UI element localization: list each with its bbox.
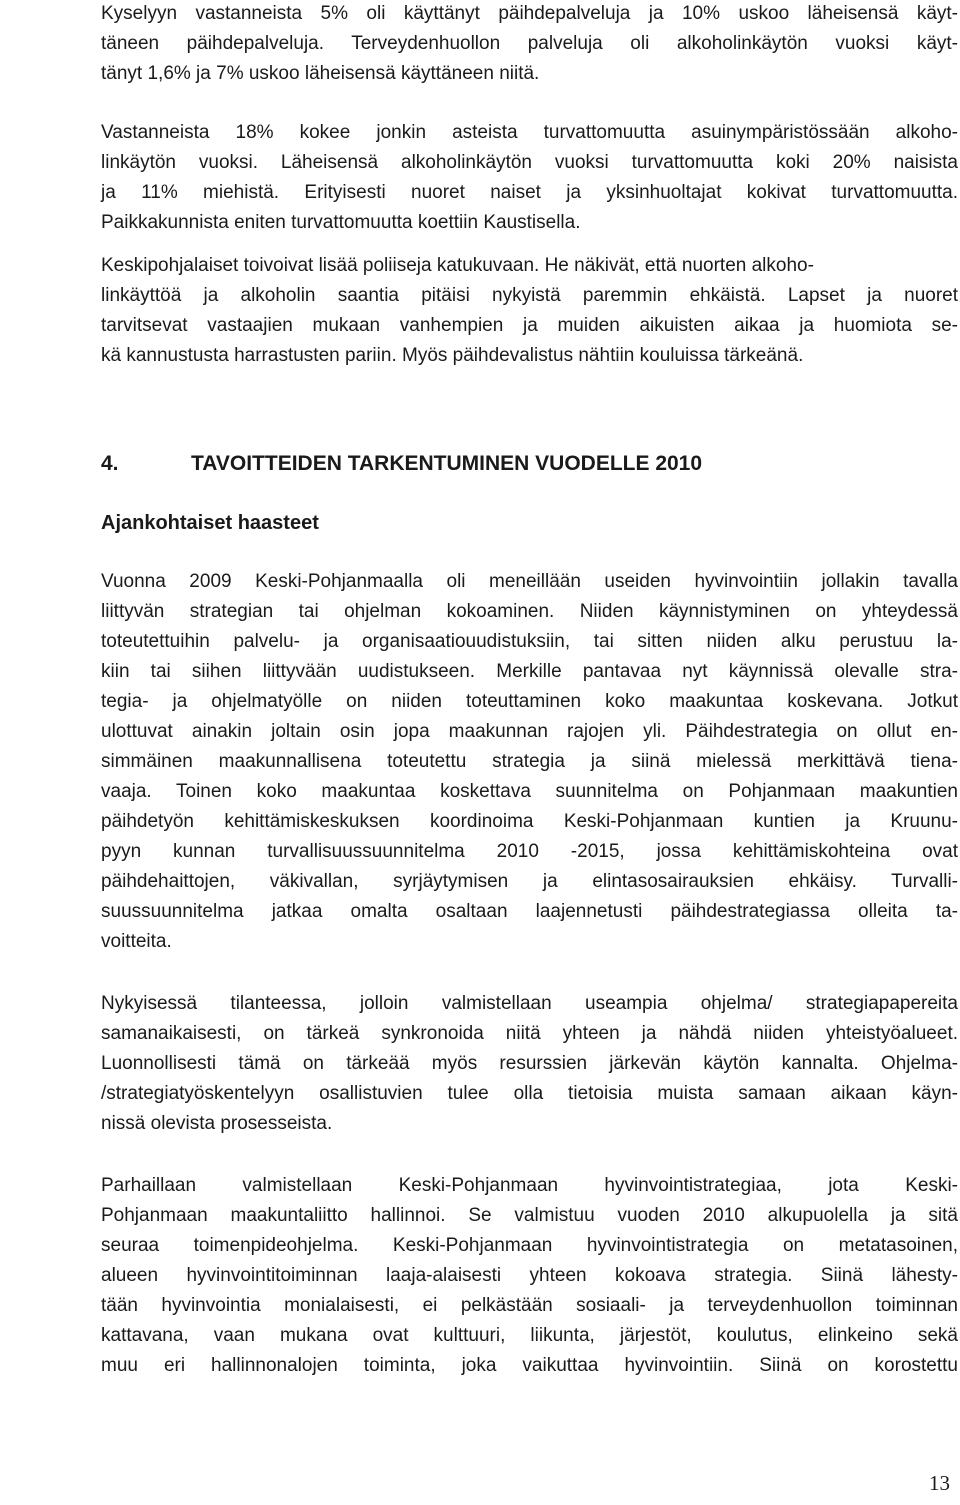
text-line: ulottuvat ainakin joltain osin jopa maakunnan rajojen yli. Päihdestrategia on ollut en-	[101, 721, 958, 742]
text-line: tään hyvinvointia monialaisesti, ei pelkästään sosiaali- ja terveydenhuollon toiminnan	[101, 1295, 958, 1316]
text-line: kattavana, vaan mukana ovat kulttuuri, liikunta, järjestöt, koulutus, elinkeino sekä	[101, 1325, 958, 1346]
text-line: Vastanneista 18% kokee jonkin asteista turvattomuutta asuinympäristössään alkoho-	[101, 122, 958, 143]
text-line: tänyt 1,6% ja 7% uskoo läheisensä käyttäneen niitä.	[101, 63, 540, 84]
text-line: tegia- ja ohjelmatyölle on niiden toteuttaminen koko maakuntaa koskevana. Jotkut	[101, 691, 958, 712]
text-line: kä kannustusta harrastusten pariin. Myös päihdevalistus nähtiin kouluissa tärkeänä.	[101, 345, 804, 366]
section-title: TAVOITTEIDEN TARKENTUMINEN VUODELLE 2010	[191, 452, 703, 475]
section-number: 4.	[101, 452, 119, 475]
text-line: seuraa toimenpideohjelma. Keski-Pohjanmaan hyvinvointistrategia on metatasoinen,	[101, 1235, 958, 1256]
text-line: Parhaillaan valmistellaan Keski-Pohjanmaan hyvinvointistrategiaa, jota Keski-	[101, 1175, 958, 1196]
text-line: alueen hyvinvointitoiminnan laaja-alaisesti yhteen kokoava strategia. Siinä lähesty-	[101, 1265, 958, 1286]
text-line: liittyvän strategian tai ohjelman kokoaminen. Niiden käynnistyminen on yhteydessä	[101, 601, 958, 622]
text-line: Kyselyyn vastanneista 5% oli käyttänyt päihdepalveluja ja 10% uskoo läheisensä käyt-	[101, 3, 958, 24]
text-line: päihdetyön kehittämiskeskuksen koordinoima Keski-Pohjanmaan kuntien ja Kruunu-	[101, 811, 958, 832]
text-line: Paikkakunnista eniten turvattomuutta koettiin Kaustisella.	[101, 212, 581, 233]
page-number: 13	[929, 1471, 950, 1495]
text-line: simmäinen maakunnallisena toteutettu strategia ja siinä mielessä merkittävä tiena-	[101, 751, 958, 772]
text-line: /strategiatyöskentelyyn osallistuvien tulee olla tietoisia muista samaan aikaan käyn-	[101, 1083, 958, 1104]
text-line: ja 11% miehistä. Erityisesti nuoret naiset ja yksinhuoltajat kokivat turvattomuutta.	[101, 182, 958, 203]
subheading: Ajankohtaiset haasteet	[101, 512, 319, 534]
text-line: Keskipohjalaiset toivoivat lisää poliiseja katukuvaan. He näkivät, että nuorten alkoho-	[101, 255, 814, 276]
text-line: Vuonna 2009 Keski-Pohjanmaalla oli meneillään useiden hyvinvointiin jollakin tavalla	[101, 571, 958, 592]
text-line: muu eri hallinnonalojen toiminta, joka vaikuttaa hyvinvointiin. Siinä on korostettu	[101, 1355, 958, 1376]
text-line: vaaja. Toinen koko maakuntaa koskettava suunnitelma on Pohjanmaan maakuntien	[101, 781, 958, 802]
text-line: täneen päihdepalveluja. Terveydenhuollon palveluja oli alkoholinkäytön vuoksi käyt-	[101, 33, 958, 54]
text-line: samanaikaisesti, on tärkeä synkronoida niitä yhteen ja nähdä niiden yhteistyöalueet.	[101, 1023, 958, 1044]
text-line: voitteita.	[101, 931, 172, 952]
text-line: Pohjanmaan maakuntaliitto hallinnoi. Se valmistuu vuoden 2010 alkupuolella ja sitä	[101, 1205, 958, 1226]
text-line: päihdehaittojen, väkivallan, syrjäytymisen ja elintasosairauksien ehkäisy. Turvalli-	[101, 871, 958, 892]
text-line: kiin tai siihen liittyvään uudistukseen. Merkille pantavaa nyt käynnissä olevalle stra-	[101, 661, 958, 682]
text-line: tarvitsevat vastaajien mukaan vanhempien ja muiden aikuisten aikaa ja huomiota se-	[101, 315, 958, 336]
text-line: suussuunnitelma jatkaa omalta osaltaan laajennetusti päihdestrategiassa olleita ta-	[101, 901, 958, 922]
text-line: Luonnollisesti tämä on tärkeää myös resurssien järkevän käytön kannalta. Ohjelma-	[101, 1053, 958, 1074]
text-line: Nykyisessä tilanteessa, jolloin valmistellaan useampia ohjelma/ strategiapapereita	[101, 993, 958, 1014]
text-line: linkäyttöä ja alkoholin saantia pitäisi nykyistä paremmin ehkäistä. Lapset ja nuoret	[101, 285, 958, 306]
text-line: nissä olevista prosesseista.	[101, 1113, 333, 1134]
text-line: linkäytön vuoksi. Läheisensä alkoholinkäytön vuoksi turvattomuutta koki 20% naisista	[101, 152, 958, 173]
text-line: toteutettuihin palvelu- ja organisaatiouudistuksiin, tai sitten niiden alku perustuu la-	[101, 631, 958, 652]
text-line: pyyn kunnan turvallisuussuunnitelma 2010 -2015, jossa kehittämiskohteina ovat	[101, 841, 958, 862]
